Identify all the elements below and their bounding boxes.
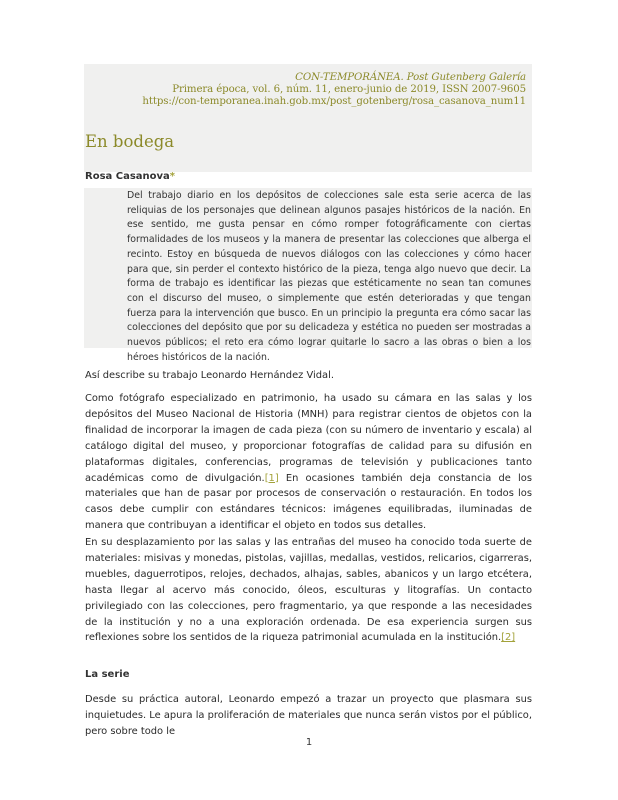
journal-name: CON-TEMPORÁNEA. Post Gutenberg Galería <box>295 72 526 83</box>
paragraph-3-text: En su desplazamiento por las salas y las entrañas del museo ha conocido toda suerte de materiales: misivas y monedas, pistolas, vajillas, medallas, vestidos, relicarios, cigarreras, muebles, daguerrotipos, relojes, dechados, alhajas, sables, abanicos y un largo etcétera, hasta llegar al acervo más conocido, óleos, esculturas y litografías. Un contacto privilegiado con las colecciones, pero fragmentario, ya que responde a las necesidades de la institución y no a una exploración ordenada. De esa experiencia surgen sus reflexiones sobre los sentidos de la riqueza patrimonial acumulada en la institución. <box>85 537 532 644</box>
page-number: 1 <box>305 737 313 748</box>
journal-issue: Primera época, vol. 6, núm. 11, enero-junio de 2019, ISSN 2007-9605 <box>172 84 526 95</box>
article-title: En bodega <box>85 132 175 151</box>
article-url[interactable]: https://con-temporanea.inah.gob.mx/post_gotenberg/rosa_casanova_num11 <box>142 96 526 107</box>
author-note-mark[interactable]: * <box>169 171 176 182</box>
paragraph-1: Así describe su trabajo Leonardo Hernández Vidal. <box>85 370 334 381</box>
footnote-link-1[interactable]: [1] <box>264 472 279 484</box>
author-line <box>85 171 175 182</box>
journal-header <box>84 64 532 172</box>
abstract-text: Del trabajo diario en los depósitos de colecciones sale esta serie acerca de las reliquias de los personajes que delinean algunos pasajes históricos de la nación. En ese sentido, me gusta pensar en cómo romper fotográficamente con ciertas formalidades de los museos y la manera de presentar las colecciones que alberga el recinto. Estoy en búsqueda de nuevos diálogos con las colecciones y cómo hacer para que, sin perder el contexto histórico de la pieza, tenga algo nuevo que decir. La forma de trabajo es identificar las piezas que estéticamente no sean tan comunes con el discurso del museo, o simplemente que estén deterioradas y que tengan fuerza para la intervención que busco. En un principio la pregunta era cómo sacar las colecciones del depósito que por su delicadeza y estética no pueden ser mostradas a nuevos públicos; el reto era cómo lograr quitarle lo sacro a las obras o bien a los héroes históricos de la nación. <box>127 190 531 363</box>
abstract-box <box>84 188 532 363</box>
paragraph-2-text-b: En ocasiones también deja constancia de los materiales que han de pasar por procesos de conservación o restauración. En todos los casos debe cumplir con estándares técnicos: imágenes equilibradas, iluminadas de manera que contribuyan a identificar el objeto en todos sus detalles. <box>85 472 532 532</box>
section-heading: La serie <box>85 669 130 680</box>
paragraph-3 <box>85 535 532 646</box>
footnote-link-2[interactable]: [2] <box>501 632 516 644</box>
paragraph-2-text-a: Como fotógrafo especializado en patrimonio, ha usado su cámara en las salas y los depósitos del Museo Nacional de Historia (MNH) para registrar cientos de objetos con la finalidad de incorporar la imagen de cada pieza (con su número de inventario y escala) al catálogo digital del museo, y proporcionar fotografías de calidad para su difusión en plataformas digitales, conferencias, programas de televisión y publicaciones tanto académicas como de divulgación. <box>85 393 532 484</box>
paragraph-4: Desde su práctica autoral, Leonardo empezó a trazar un proyecto que plasmara sus inquietudes. Le apura la proliferación de materiales que nunca serán vistos por el público, pero sobre todo le <box>85 694 532 737</box>
paragraph-2 <box>85 391 532 534</box>
author-name: Rosa Casanova <box>85 171 170 182</box>
